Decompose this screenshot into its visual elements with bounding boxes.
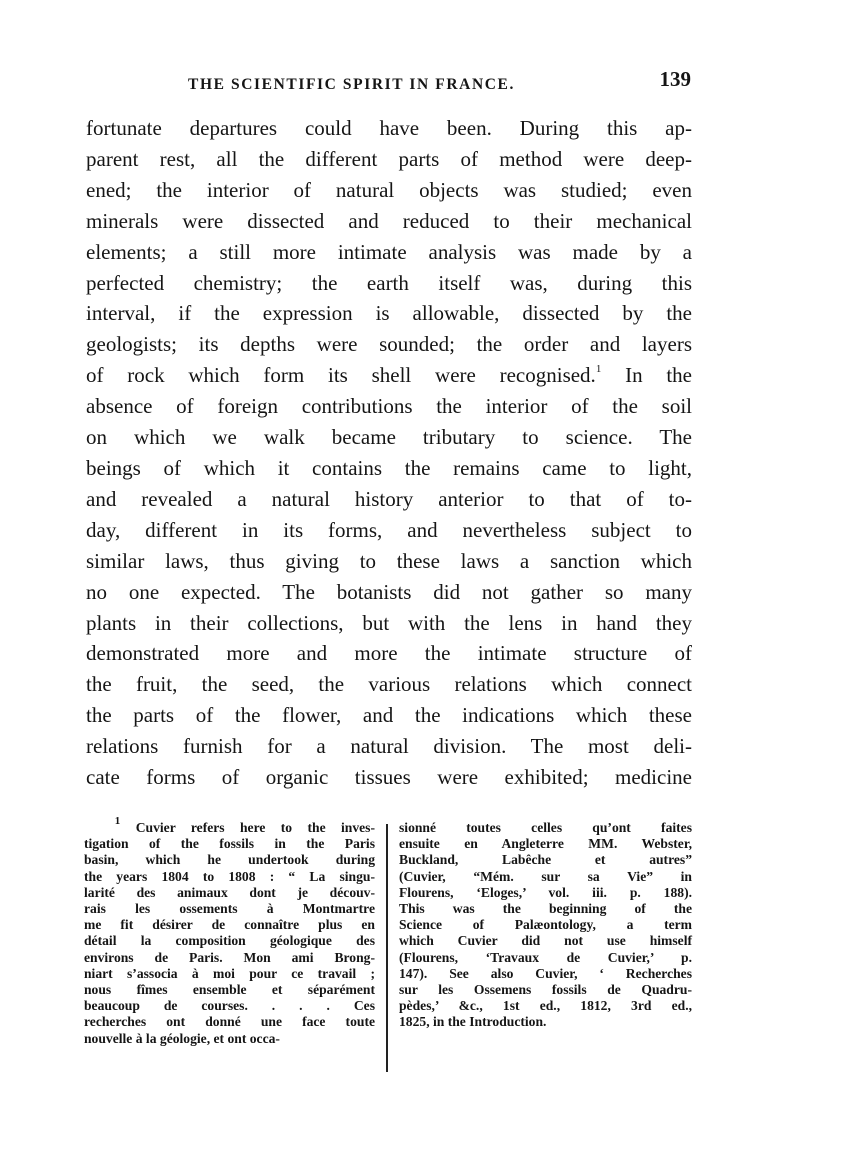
column-divider (386, 824, 388, 1072)
footnote-line: Buckland, Labêche et autres” (399, 852, 692, 868)
body-line: day, different in its forms, and nevertheless subject to (86, 517, 692, 542)
body-line: perfected chemistry; the earth itself was, during this (86, 270, 692, 295)
footnote-line: tigation of the fossils in the Paris (84, 836, 375, 852)
body-line: similar laws, thus giving to these laws a sanction which (86, 548, 692, 573)
body-line-text: of rock which form its shell were recognised. (86, 363, 596, 388)
footnote-line: niart s’associa à moi pour ce travail ; (84, 965, 375, 981)
footnote-line: the years 1804 to 1808 : “ La singu- (84, 868, 375, 884)
footnote-line: environs de Paris. Mon ami Brong- (84, 949, 375, 965)
footnote-column-left (84, 815, 375, 1047)
footnote-marker: 1 (114, 815, 121, 828)
footnote-line: Flourens, ‘Eloges,’ vol. iii. p. 188). (399, 884, 692, 900)
footnote-reference[interactable]: 1 (595, 363, 602, 376)
footnote-line: sionné toutes celles qu’ont faites (399, 820, 692, 835)
body-line: elements; a still more intimate analysis was made by a (86, 239, 692, 264)
running-head: THE SCIENTIFIC SPIRIT IN FRANCE. (188, 76, 515, 93)
footnote-line: 1825, in the Introduction. (399, 1014, 547, 1030)
footnote-line: basin, which he undertook during (84, 852, 375, 868)
footnote-line: (Flourens, ‘Travaux de Cuvier,’ p. (399, 949, 692, 965)
footnote-line: sur les Ossemens fossils de Quadru- (399, 982, 692, 998)
footnote-line: pèdes,’ &c., 1st ed., 1812, 3rd ed., (399, 998, 692, 1014)
body-line: no one expected. The botanists did not gather so many (86, 579, 692, 604)
body-line: relations furnish for a natural division. The most deli- (86, 734, 692, 759)
footnote-line: which Cuvier did not use himself (399, 933, 692, 949)
body-line: plants in their collections, but with the lens in hand they (86, 610, 692, 635)
body-line: and revealed a natural history anterior to that of to- (86, 486, 692, 511)
body-line: the fruit, the seed, the various relations which connect (86, 672, 692, 697)
footnote-line: (Cuvier, “Mém. sur sa Vie” in (399, 868, 692, 884)
footnote-line: nous fîmes ensemble et séparément (84, 982, 375, 998)
footnote-line: This was the beginning of the (399, 901, 692, 917)
body-line: parent rest, all the different parts of method were deep- (86, 146, 692, 171)
page-number: 139 (659, 67, 691, 91)
footnote-line-text: Cuvier refers here to the inves- (135, 820, 375, 835)
body-line-continuation: In the (625, 363, 692, 388)
footnote-line-with-marker (84, 815, 375, 836)
body-line-with-footnote-ref (86, 360, 692, 391)
body-line: fortunate departures could have been. During this ap- (86, 116, 692, 140)
body-text (86, 113, 692, 793)
page-header (80, 64, 695, 100)
footnote-line: recherches ont donné une face toute (84, 1014, 375, 1030)
footnote-line: nouvelle à la géologie, et ont occa- (84, 1030, 280, 1046)
body-line: geologists; its depths were sounded; the order and layers (86, 332, 692, 357)
footnote-line: Science of Palæontology, a term (399, 917, 692, 933)
body-line: minerals were dissected and reduced to their mechanical (86, 208, 692, 233)
body-line: demonstrated more and more the intimate structure of (86, 641, 692, 666)
footnote-line: détail la composition géologique des (84, 933, 375, 949)
footnote-line: 147). See also Cuvier, ‘ Recherches (399, 965, 692, 981)
footnotes (84, 815, 695, 1080)
body-line: absence of foreign contributions the interior of the soil (86, 394, 692, 419)
footnote-line: larité des animaux dont je découv- (84, 884, 375, 900)
footnote-column-right (399, 820, 692, 1031)
footnote-line: rais les ossements à Montmartre (84, 901, 375, 917)
footnote-line: ensuite en Angleterre MM. Webster, (399, 836, 692, 852)
body-line: cate forms of organic tissues were exhibited; medicine (86, 765, 692, 790)
footnote-line: beaucoup de courses. . . . Ces (84, 998, 375, 1014)
body-line: beings of which it contains the remains came to light, (86, 455, 692, 480)
body-line: ened; the interior of natural objects was studied; even (86, 177, 692, 202)
body-line: on which we walk became tributary to science. The (86, 425, 692, 450)
body-line: the parts of the flower, and the indications which these (86, 703, 692, 728)
body-line: interval, if the expression is allowable, dissected by the (86, 301, 692, 326)
footnote-line: me fit désirer de connaître plus en (84, 917, 375, 933)
